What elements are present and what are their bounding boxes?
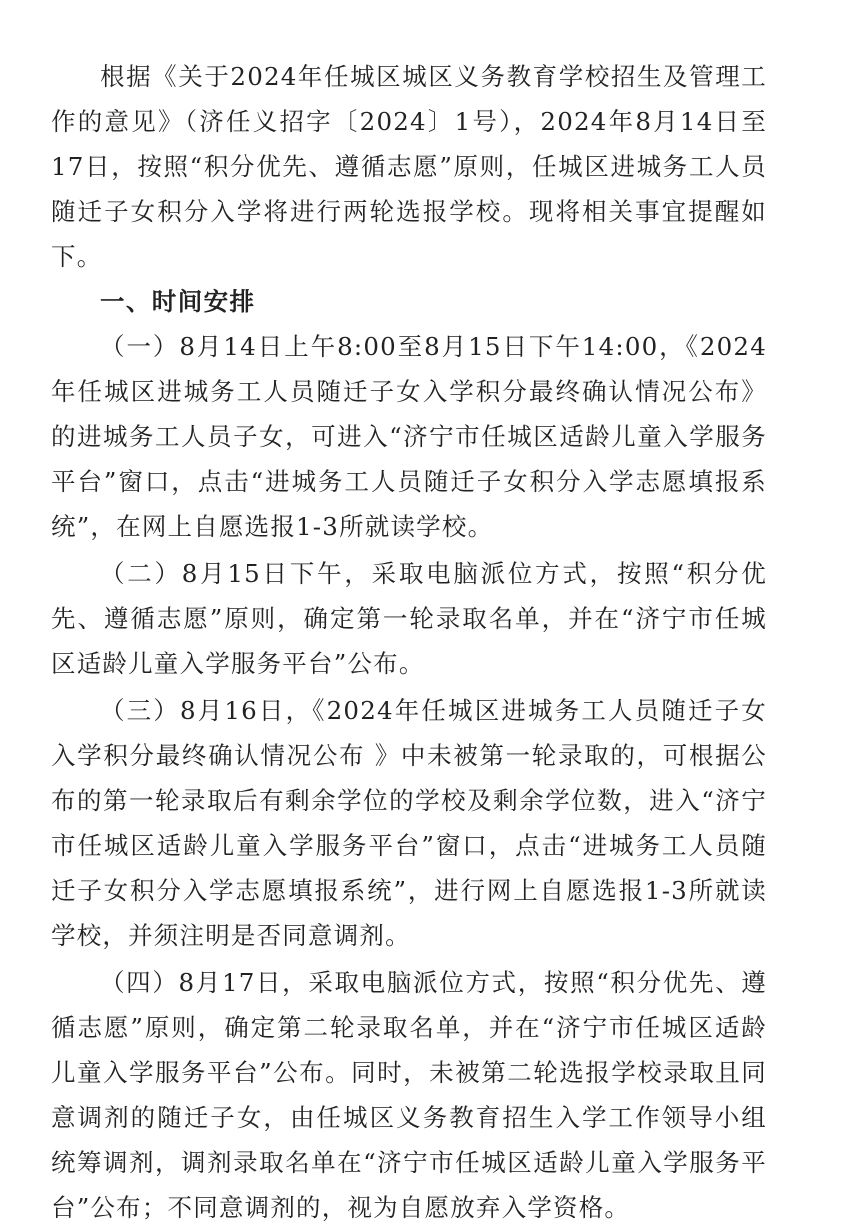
item-2-paragraph: （二）8月15日下午，采取电脑派位方式，按照“积分优先、遵循志愿”原则，确定第一轮录取名单，并在“济宁市任城区适龄儿童入学服务平台”公布。 xyxy=(51,559,767,678)
intro-paragraph: 根据《关于2024年任城区城区义务教育学校招生及管理工作的意见》（济任义招字〔2024〕1号），2024年8月14日至17日，按照“积分优先、遵循志愿”原则，任城区进城务工人员随迁子女积分入学将进行两轮选报学校。现将相关事宜提醒如下。 xyxy=(51,62,767,271)
item-4-paragraph: （四）8月17日，采取电脑派位方式，按照“积分优先、遵循志愿”原则，确定第二轮录取名单，并在“济宁市任城区适龄儿童入学服务平台”公布。同时，未被第二轮选报学校录取且同意调剂的随迁子女，由任城区义务教育招生入学工作领导小组统筹调剂，调剂录取名单在“济宁市任城区适龄儿童入学服务平台”公布；不同意调剂的，视为自愿放弃入学资格。 xyxy=(51,968,767,1222)
item-1-paragraph: （一）8月14日上午8:00至8月15日下午14:00，《2024年任城区进城务工人员随迁子女入学积分最终确认情况公布》的进城务工人员子女，可进入“济宁市任城区适龄儿童入学服务平台”窗口，点击“进城务工人员随迁子女积分入学志愿填报系统”，在网上自愿选报1-3所就读学校。 xyxy=(51,332,767,541)
document-body xyxy=(51,54,767,1230)
item-3-paragraph: （三）8月16日，《2024年任城区进城务工人员随迁子女入学积分最终确认情况公布 》中未被第一轮录取的，可根据公布的第一轮录取后有剩余学位的学校及剩余学位数，进入“济宁市任城区适龄儿童入学服务平台”窗口，点击“进城务工人员随迁子女积分入学志愿填报系统”，进行网上自愿选报1-3所就读学校，并须注明是否同意调剂。 xyxy=(51,696,767,950)
section-heading-time-arrangement: 一、时间安排 xyxy=(100,287,256,316)
